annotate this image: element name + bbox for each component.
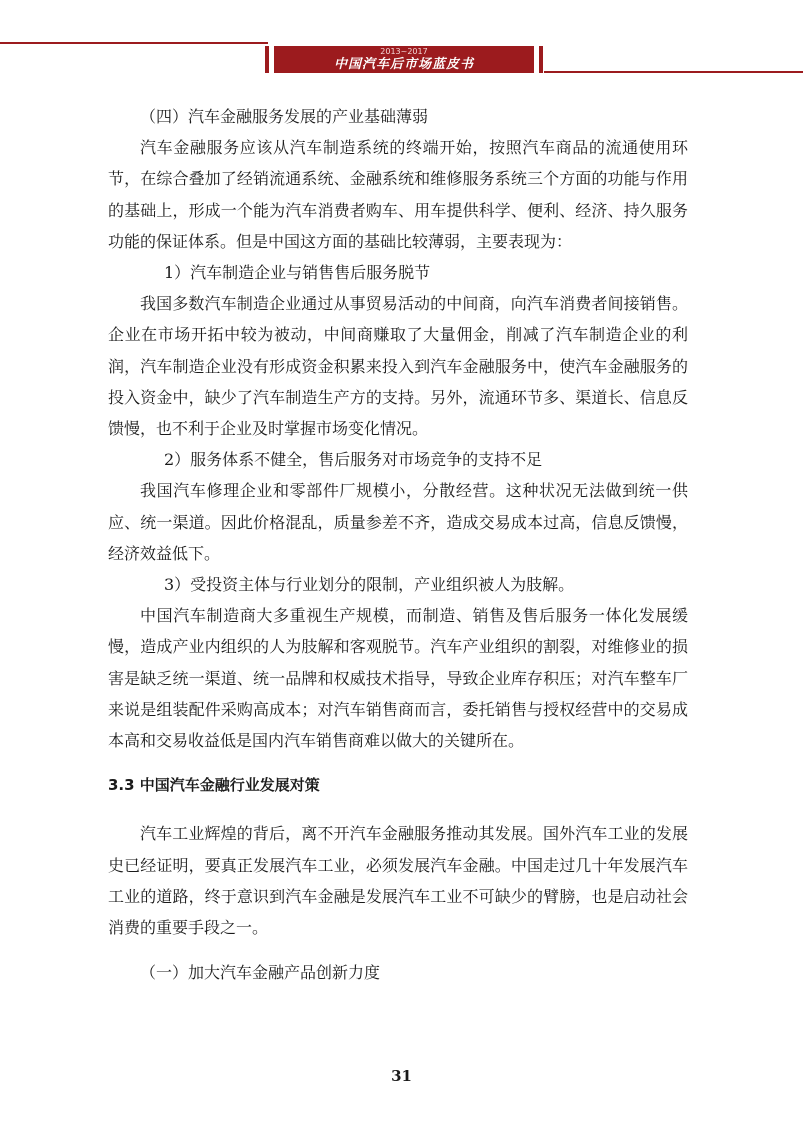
paragraph: 我国多数汽车制造企业通过从事贸易活动的中间商，向汽车消费者间接销售。企业在市场开拓中较为被动，中间商赚取了大量佣金，削减了汽车制造企业的利润，汽车制造企业没有形成资金积累来投入到汽车金融服务中，使汽车金融服务的投入资金中，缺少了汽车制造生产方的支持。另外，流通环节多、渠道长、信息反馈慢，也不利于企业及时掌握市场变化情况。 (108, 294, 688, 439)
section-heading: 3.3 中国汽车金融行业发展对策 (108, 776, 320, 795)
header-title: 中国汽车后市场蓝皮书 (333, 57, 474, 72)
list-item-3: 3）受投资主体与行业划分的限制，产业组织被人为肢解。 (164, 575, 575, 595)
paragraph: 汽车工业辉煌的背后，离不开汽车金融服务推动其发展。国外汽车工业的发展史已经证明，要真正发展汽车工业，必须发展汽车金融。中国走过几十年发展汽车工业的道路，终于意识到汽车金融是发展汽车工业不可缺少的臂膀，也是启动社会消费的重要手段之一。 (108, 824, 688, 938)
header-bar-right (539, 46, 543, 73)
paragraph: 我国汽车修理企业和零部件厂规模小，分散经营。这种状况无法做到统一供应、统一渠道。因此价格混乱，质量参差不齐，造成交易成本过高，信息反馈慢，经济效益低下。 (108, 481, 688, 563)
paragraph: 汽车金融服务应该从汽车制造系统的终端开始，按照汽车商品的流通使用环节，在综合叠加了经销流通系统、金融系统和维修服务系统三个方面的功能与作用的基础上，形成一个能为汽车消费者购车、用车提供科学、便利、经济、持久服务功能的保证体系。但是中国这方面的基础比较薄弱，主要表现为： (108, 138, 688, 251)
paragraph: 中国汽车制造商大多重视生产规模，而制造、销售及售后服务一体化发展缓慢，造成产业内组织的人为肢解和客观脱节。汽车产业组织的割裂，对维修业的损害是缺乏统一渠道、统一品牌和权威技术指导，导致企业库存积压；对汽车整车厂来说是组装配件采购高成本；对汽车销售商而言，委托销售与授权经营中的交易成本高和交易收益低是国内汽车销售商难以做大的关键所在。 (108, 606, 688, 751)
page-content (108, 101, 688, 988)
list-item-2: 2）服务体系不健全，售后服务对市场竞争的支持不足 (164, 450, 543, 470)
header-banner (274, 46, 534, 73)
header-bar-left (265, 46, 269, 73)
list-item-1: 1）汽车制造企业与销售售后服务脱节 (164, 263, 431, 283)
header-rule-left (0, 42, 268, 44)
header-years: 2013~2017 (380, 47, 428, 56)
subheading-4: （四）汽车金融服务发展的产业基础薄弱 (140, 107, 429, 126)
header-rule-right (544, 71, 803, 73)
page-number: 31 (391, 1067, 412, 1085)
subheading-1: （一）加大汽车金融产品创新力度 (140, 963, 381, 983)
